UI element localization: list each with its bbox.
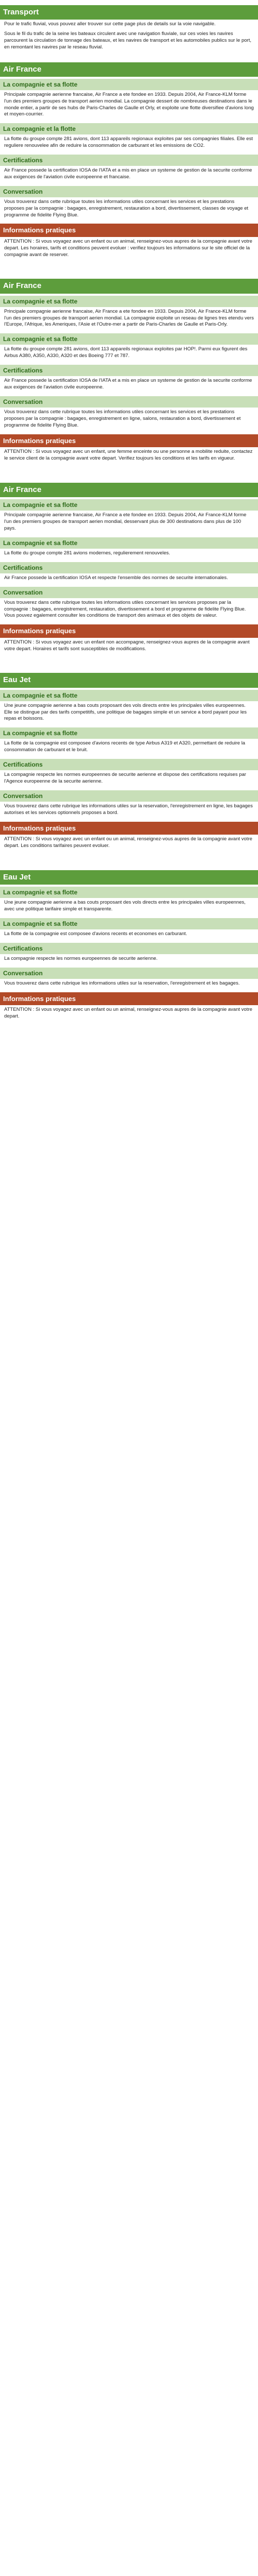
block-heading: La compagnie et sa flotte xyxy=(0,918,258,929)
info-heading: Informations pratiques xyxy=(0,434,258,448)
region-heading: Air France xyxy=(0,62,258,77)
block-text: Vous trouverez dans cette rubrique les informations utiles sur la reservation, l'enregistrement et les bagages. xyxy=(4,980,240,987)
block-heading: La compagnie et sa flotte xyxy=(0,79,258,90)
block-heading: Conversation xyxy=(0,790,258,802)
block-heading: La compagnie et sa flotte xyxy=(0,333,258,345)
section-spacer xyxy=(0,465,258,478)
block-heading: La compagnie et sa flotte xyxy=(0,690,258,701)
section-spacer xyxy=(0,853,258,865)
airline-section xyxy=(0,279,258,477)
section-spacer xyxy=(0,655,258,668)
airline-section xyxy=(0,673,258,865)
block-text: La flotte de la compagnie est composee d'avions recents de type Airbus A319 et A320, permettant de reduire la consommation de carburant et le bruit. xyxy=(4,740,246,753)
transport-heading: Transport xyxy=(0,5,258,20)
block-text: Vous trouverez dans cette rubrique toutes les informations utiles concernant les services et les prestations proposes par la compagnie : bagages, enregistrement, restauration a bord, divertissement, classes de voyage et programme de fidelite Flying Blue. xyxy=(4,199,249,218)
block-text: Principale compagnie aerienne francaise, Air France a ete fondee en 1933. Depuis 2004, Air France-KLM forme l'un des premiers groupes de transport aerien mondial. La compagnie exploite un reseau de lignes tres etendu vers l'Europe, l'Afrique, les Ameriques, l'Asie et l'Outre-mer a partir de Paris-Charles de Gaulle et Paris-Orly. xyxy=(4,308,254,328)
block-text: La flotte du groupe compte 281 avions, dont 113 appareils regionaux exploites par ses compagnies filiales. Elle est reguliere renouvelee afin de reduire la consommation de carburant et les emissions de CO2. xyxy=(4,136,253,149)
info-text: ATTENTION : Si vous voyagez avec un enfant, une femme enceinte ou une personne a mobilite reduite, contactez le service client de la compagnie avant votre depart. Verifiez toujours les conditions et les tarifs en vigueur. xyxy=(4,449,253,461)
block-heading: La compagnie et sa flotte xyxy=(0,537,258,549)
block-heading: Conversation xyxy=(0,968,258,979)
info-heading: Informations pratiques xyxy=(0,224,258,237)
info-text: ATTENTION : Si vous voyagez avec un enfant ou un animal, renseignez-vous aupres de la compagnie avant votre depart. Les horaires, tarifs et conditions peuvent evoluer : verifiez toujours les informations sur le site officiel de la compagnie avant de reserver. xyxy=(4,238,252,258)
block-text: Air France possede la certification IOSA de l'IATA et a mis en place un systeme de gestion de la securite conforme aux exigences de l'aviation civile europeenne et francaise. xyxy=(4,167,252,180)
region-heading: Eau Jet xyxy=(0,870,258,885)
block-text: Une jeune compagnie aerienne a bas couts proposant des vols directs entre les principales villes europeennes. Elle se distingue par des tarifs competitifs, une politique de bagages simple et un service a bord payant pour les repas et boissons. xyxy=(4,702,247,722)
block-text: Principale compagnie aerienne francaise, Air France a ete fondee en 1933. Depuis 2004, Air France-KLM forme l'un des premiers groupes de transport aerien mondial. La compagnie dessert de nombreuses destinations dans le monde entier, a partir de ses hubs de Paris-Charles de Gaulle et Orly, et exploite une flotte diversifiee d'avions long et moyen-courrier. xyxy=(4,91,254,117)
section-spacer xyxy=(0,261,258,274)
block-text: La flotte du groupe compte 281 avions, dont 113 appareils regionaux exploites par HOP!. Parmi eux figurent des Airbus A380, A350, A330, A320 et des Boeing 777 et 787. xyxy=(4,346,248,359)
page xyxy=(0,0,258,1036)
sections xyxy=(0,62,258,1036)
block-heading: Certifications xyxy=(0,365,258,376)
block-heading: Certifications xyxy=(0,943,258,954)
region-heading: Eau Jet xyxy=(0,673,258,687)
block-heading: Certifications xyxy=(0,759,258,770)
block-heading: La compagnie et sa flotte xyxy=(0,887,258,898)
info-heading: Informations pratiques xyxy=(0,822,258,835)
block-text: Vous trouverez dans cette rubrique toutes les informations utiles concernant les services et les prestations proposes par la compagnie : bagages, enregistrement en ligne, salons, restauration a bord, divertissement et programme de fidelite Flying Blue. xyxy=(4,409,241,428)
block-text: La compagnie respecte les normes europeennes de securite aerienne et dispose des certifications requises par l'Agence europeenne de la securite aerienne. xyxy=(4,772,246,785)
block-text: La flotte de la compagnie est composee d'avions recents et economes en carburant. xyxy=(4,931,187,937)
block-text: Vous trouverez dans cette rubrique les informations utiles sur la reservation, l'enregistrement en ligne, les bagages autorises et les services optionnels proposes a bord. xyxy=(4,803,253,816)
block-heading: Conversation xyxy=(0,186,258,197)
airline-section xyxy=(0,870,258,1036)
block-text: Une jeune compagnie aerienne a bas couts proposant des vols directs entre les principales villes europeennes, avec une politique tarifaire simple et transparente. xyxy=(4,900,246,912)
section-spacer xyxy=(0,1023,258,1036)
transport-body xyxy=(0,20,258,57)
block-text: Principale compagnie aerienne francaise, Air France a ete fondee en 1933. Depuis 2004, Air France-KLM forme l'un des premiers groupes de transport aerien mondial, desservant plus de 300 destinations dans plus de 100 pays. xyxy=(4,512,247,531)
block-text: La flotte du groupe compte 281 avions modernes, regulierement renouveles. xyxy=(4,550,170,556)
region-heading: Air France xyxy=(0,279,258,293)
block-text: Vous trouverez dans cette rubrique toutes les informations utiles concernant les services proposes par la compagnie : bagages, enregistrement, restauration, divertissement a bord et programme de fidelite Flying Blue. Vous pouvez egalement consulter les conditions de transport des animaux et des objets de valeur. xyxy=(4,599,246,619)
block-heading: Certifications xyxy=(0,155,258,166)
transport-para: Pour le trafic fluvial, vous pouvez aller trouver sur cette page plus de details sur la voie navigable. xyxy=(4,21,216,27)
block-text: Air France possede la certification IOSA de l'IATA et a mis en place un systeme de gestion de la securite conforme aux exigences de l'aviation civile europeenne. xyxy=(4,378,252,391)
info-heading: Informations pratiques xyxy=(0,992,258,1006)
block-heading: Conversation xyxy=(0,396,258,408)
block-text: Air France possede la certification IOSA et respecte l'ensemble des normes de securite internationales. xyxy=(4,574,228,581)
block-heading: Certifications xyxy=(0,562,258,573)
airline-section xyxy=(0,483,258,668)
block-heading: La compagnie et la flotte xyxy=(0,123,258,134)
transport-para: Sous le fil du trafic de la seine les bateaux circulent avec une navigation fluviale, sur ces voies les navires parcourent la circulation de tonnage des bateaux, et les navires de transport et les automobiles publics sur le port, en remontant les navires par le reseau fluvial. xyxy=(4,31,251,50)
block-heading: Conversation xyxy=(0,587,258,598)
block-heading: La compagnie et sa flotte xyxy=(0,499,258,511)
info-text: ATTENTION : Si vous voyagez avec un enfant ou un animal, renseignez-vous aupres de la compagnie avant votre depart. Les conditions tarifaires peuvent evoluer. xyxy=(4,836,252,849)
info-text: ATTENTION : Si vous voyagez avec un enfant non accompagne, renseignez-vous aupres de la compagnie avant votre depart. Horaires et tarifs sont susceptibles de modifications. xyxy=(4,639,250,652)
block-heading: La compagnie et sa flotte xyxy=(0,727,258,739)
airline-section xyxy=(0,62,258,274)
info-text: ATTENTION : Si vous voyagez avec un enfant ou un animal, renseignez-vous aupres de la compagnie avant votre depart. xyxy=(4,1007,252,1020)
block-text: La compagnie respecte les normes europeennes de securite aerienne. xyxy=(4,956,158,962)
info-heading: Informations pratiques xyxy=(0,624,258,638)
block-heading: La compagnie et sa flotte xyxy=(0,296,258,307)
region-heading: Air France xyxy=(0,483,258,497)
